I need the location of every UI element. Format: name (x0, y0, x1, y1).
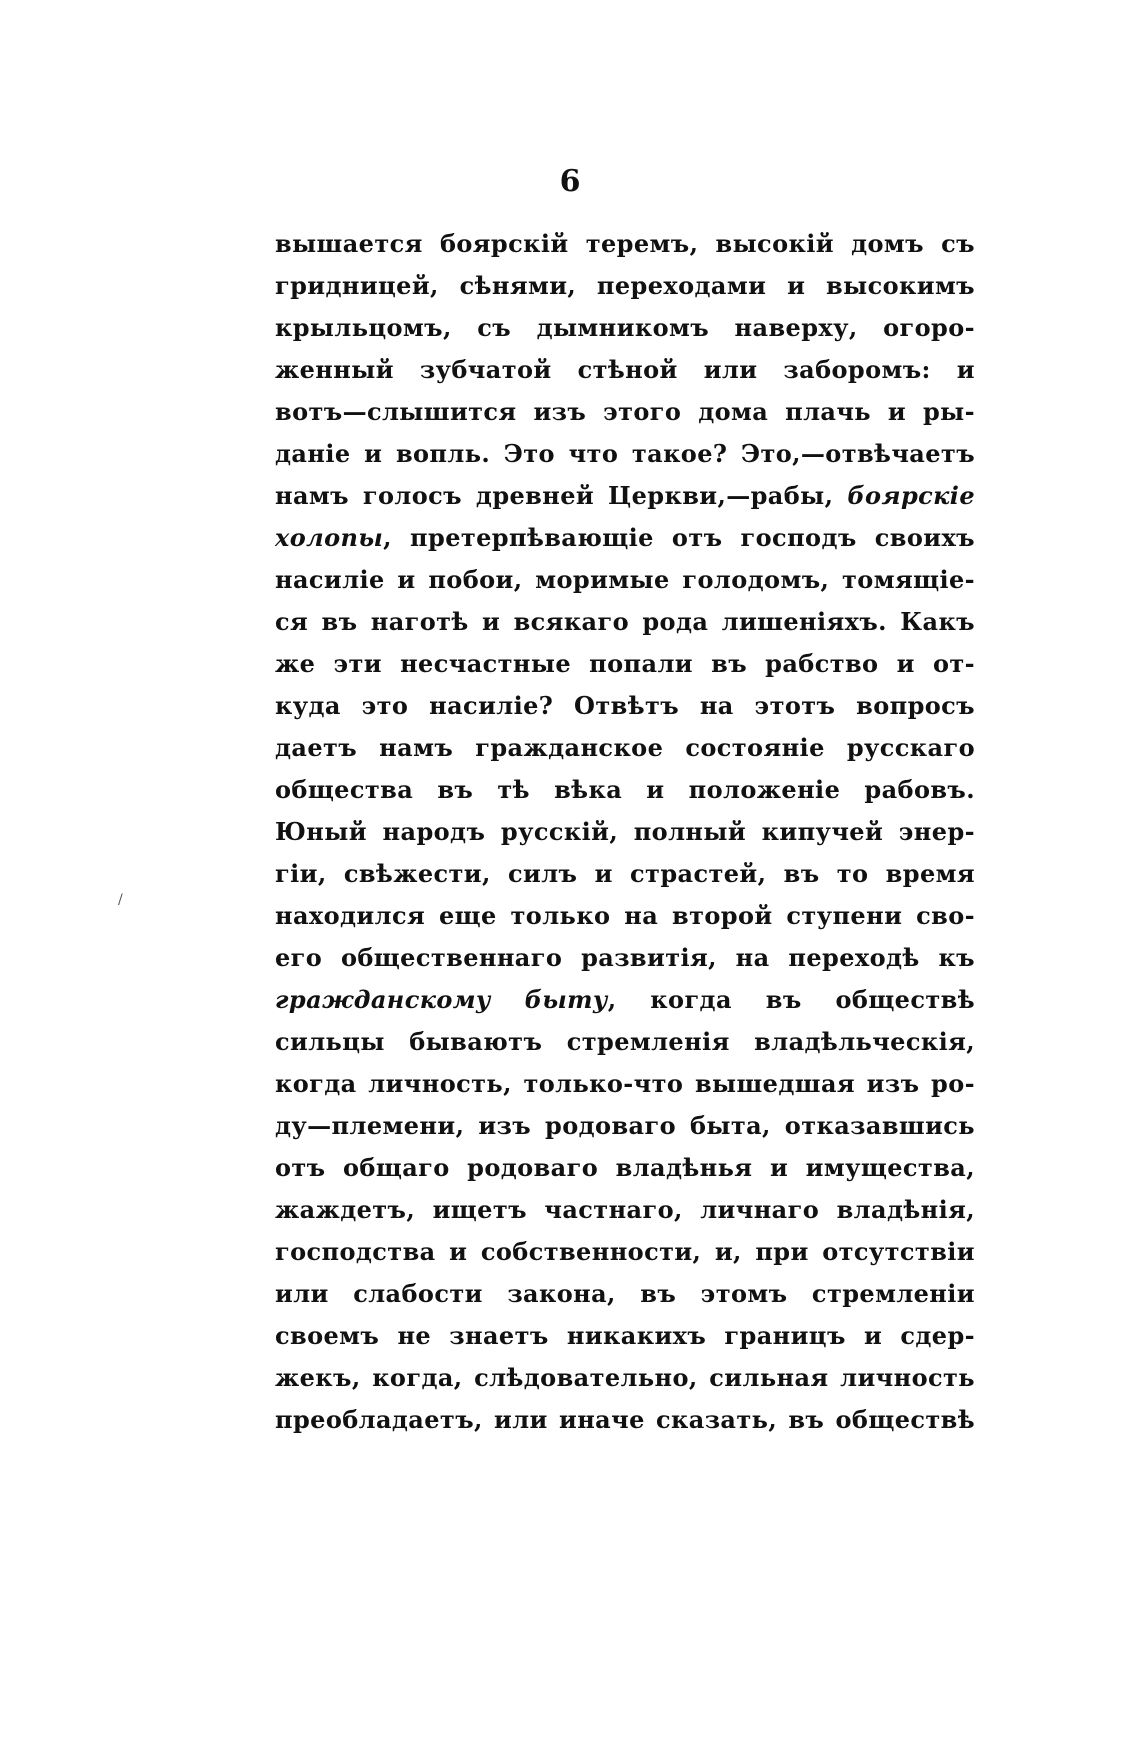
text-line (275, 1273, 975, 1315)
text-line (275, 559, 975, 601)
text-line (275, 1315, 975, 1357)
text-run: гридницей, сѣнями, переходами и высокимъ (275, 271, 975, 300)
text-line (275, 853, 975, 895)
text-run: женный зубчатой стѣной или заборомъ: и (275, 355, 975, 384)
text-run: , претерпѣвающіе отъ господъ своихъ (383, 523, 975, 552)
text-run: ду—племени, изъ родоваго быта, отказавшись (275, 1111, 975, 1140)
text-line (275, 1189, 975, 1231)
text-line (275, 433, 975, 475)
text-run: преобладаетъ, или иначе сказать, въ обществѣ (275, 1405, 975, 1434)
text-run: ся въ наготѣ и всякаго рода лишеніяхъ. Какъ (275, 607, 975, 636)
text-line (275, 1147, 975, 1189)
text-line (275, 1021, 975, 1063)
text-line (275, 895, 975, 937)
text-line (275, 475, 975, 517)
text-line (275, 1357, 975, 1399)
text-line (275, 223, 975, 265)
text-line (275, 811, 975, 853)
text-run: своемъ не знаетъ никакихъ границъ и сдер- (275, 1321, 975, 1350)
text-line (275, 685, 975, 727)
page-number: 6 (559, 164, 581, 199)
text-run: куда это насиліе? Отвѣтъ на этотъ вопросъ (275, 691, 975, 720)
text-line (275, 391, 975, 433)
text-run: вотъ—слышится изъ этого дома плачь и ры- (275, 397, 975, 426)
stray-mark: / (118, 892, 123, 908)
text-run: жекъ, когда, слѣдовательно, сильная личность (275, 1363, 975, 1392)
text-line (275, 1063, 975, 1105)
text-run: когда личность, только-что вышедшая изъ ро- (275, 1069, 975, 1098)
text-run: сильцы бываютъ стремленія владѣльческія, (275, 1027, 975, 1056)
text-run: крыльцомъ, съ дымникомъ наверху, огоро- (275, 313, 975, 342)
text-run: его общественнаго развитія, на переходѣ къ (275, 943, 975, 972)
text-line (275, 265, 975, 307)
text-run: , когда въ обществѣ (607, 985, 975, 1014)
text-run: господства и собственности, и, при отсутствіи (275, 1237, 975, 1266)
text-run: намъ голосъ древней Церкви,—рабы, (275, 481, 848, 510)
text-run: же эти несчастные попали въ рабство и от- (275, 649, 975, 678)
text-line (275, 727, 975, 769)
text-run: даетъ намъ гражданское состояніе русскаго (275, 733, 975, 762)
text-run: насиліе и побои, моримые голодомъ, томящіе- (275, 565, 975, 594)
text-run: вышается боярскій теремъ, высокій домъ съ (275, 229, 975, 258)
text-line (275, 307, 975, 349)
text-line (275, 1231, 975, 1273)
text-line (275, 1399, 975, 1441)
text-run: гіи, свѣжести, силъ и страстей, въ то время (275, 859, 975, 888)
text-run: находился еще только на второй ступени сво- (275, 901, 975, 930)
text-run: даніе и вопль. Это что такое? Это,—отвѣчаетъ (275, 439, 975, 468)
text-run: отъ общаго родоваго владѣнья и имущества, (275, 1153, 975, 1182)
text-line (275, 349, 975, 391)
italic-phrase: боярскіе (847, 481, 975, 510)
text-line (275, 643, 975, 685)
text-line (275, 979, 975, 1021)
body-text (275, 223, 975, 1441)
italic-phrase: холопы (275, 523, 384, 552)
text-run: общества въ тѣ вѣка и положеніе рабовъ. (275, 775, 975, 804)
text-line (275, 769, 975, 811)
text-line (275, 517, 975, 559)
text-run: Юный народъ русскій, полный кипучей энер- (275, 817, 975, 846)
text-run: жаждетъ, ищетъ частнаго, личнаго владѣнія, (275, 1195, 975, 1224)
italic-phrase: гражданскому быту (275, 985, 608, 1014)
text-run: или слабости закона, въ этомъ стремленіи (275, 1279, 975, 1308)
text-line (275, 937, 975, 979)
text-line (275, 601, 975, 643)
text-line (275, 1105, 975, 1147)
